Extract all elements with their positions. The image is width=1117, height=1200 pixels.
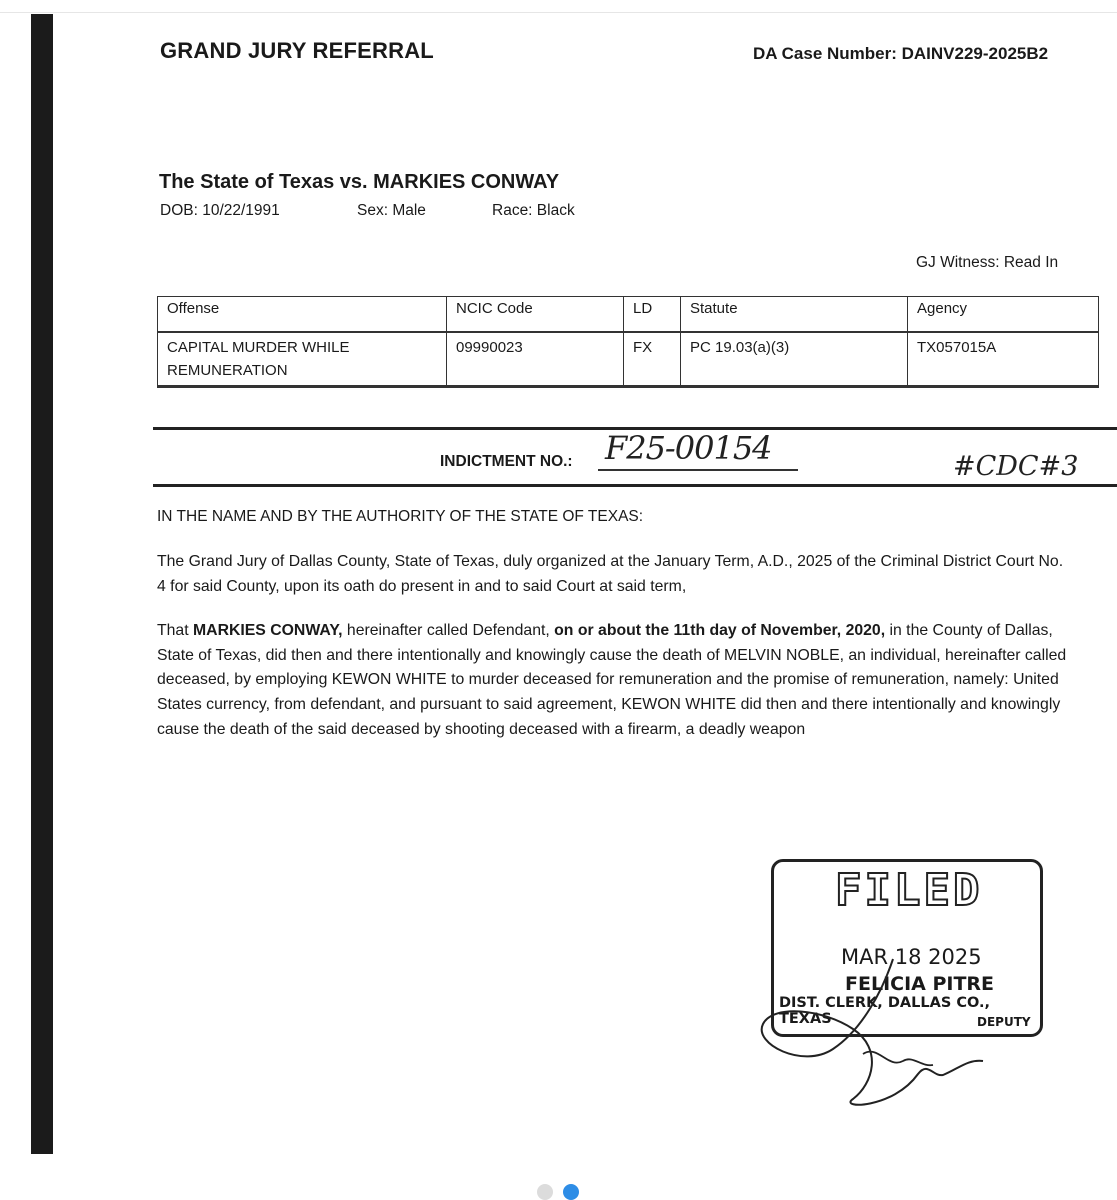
- scan-edge: [31, 14, 53, 1154]
- offense-line-2: REMUNERATION: [167, 362, 288, 379]
- cell-offense: [158, 332, 447, 387]
- stamp-clerk-name: FELICIA PITRE: [845, 973, 995, 995]
- cell-statute: PC 19.03(a)(3): [681, 332, 908, 387]
- col-offense: Offense: [158, 297, 447, 333]
- p2-that: That: [157, 622, 193, 639]
- p2-date: on or about the 11th day of November, 2020,: [554, 622, 886, 639]
- offense-line-1: CAPITAL MURDER WHILE: [167, 339, 350, 356]
- offense-table: [157, 296, 1099, 388]
- col-statute: Statute: [681, 297, 908, 333]
- authority-heading: IN THE NAME AND BY THE AUTHORITY OF THE STATE OF TEXAS:: [157, 508, 644, 525]
- indictment-number: F25-00154: [605, 429, 772, 467]
- cell-agency: TX057015A: [908, 332, 1099, 387]
- signature-scribble: [743, 949, 1003, 1119]
- indictment-label: INDICTMENT NO.:: [440, 453, 573, 470]
- stamp-date: MAR 18 2025: [841, 945, 982, 969]
- top-divider: [0, 12, 1117, 13]
- p2-rest: in the County of Dallas, State of Texas, did then and there intentionally and knowingly cause the death of MELVIN NOBLE, an individual, hereinafter called deceased, by employing KEWON WHITE to murder deceased for remuneration and the promise of remuneration, namely: United States currency, from defendant, and pursuant to said agreement, KEWON WHITE did then and there intentionally and knowingly cause the death of the said deceased by shooting deceased with a firearm, a deadly weapon: [157, 622, 1067, 738]
- col-ld: LD: [624, 297, 681, 333]
- document-title: GRAND JURY REFERRAL: [160, 38, 434, 63]
- case-number: DA Case Number: DAINV229-2025B2: [753, 44, 1049, 63]
- carousel-dot-1[interactable]: [537, 1184, 553, 1200]
- carousel-dot-2-active[interactable]: [563, 1184, 579, 1200]
- cell-ncic: 09990023: [447, 332, 624, 387]
- table-row: [158, 332, 1099, 387]
- col-agency: Agency: [908, 297, 1099, 333]
- defendant-race: Race: Black: [492, 202, 575, 219]
- table-header-row: [158, 297, 1099, 333]
- cell-ld: FX: [624, 332, 681, 387]
- stamp-clerk-title: DIST. CLERK, DALLAS CO., TEXAS: [779, 995, 990, 1027]
- court-note: #CDC#3: [953, 451, 1079, 482]
- paragraph-charge: [157, 619, 1072, 743]
- defendant-dob: DOB: 10/22/1991: [160, 202, 280, 219]
- case-caption: The State of Texas vs. MARKIES CONWAY: [159, 171, 560, 193]
- p2-mid: hereinafter called Defendant,: [342, 622, 555, 639]
- p2-defendant: MARKIES CONWAY,: [193, 622, 343, 639]
- defendant-sex: Sex: Male: [357, 202, 426, 219]
- gj-witness: GJ Witness: Read In: [916, 254, 1059, 271]
- document-page: [53, 14, 1117, 1154]
- indictment-underline: [598, 469, 798, 471]
- paragraph-grand-jury: The Grand Jury of Dallas County, State of Texas, duly organized at the January Term, A.D., 2025 of the Criminal District Court No. 4 for said County, upon its oath do present in and to said Court at said term,: [157, 553, 1064, 595]
- rule-bottom: [153, 484, 1117, 487]
- stamp-deputy: DEPUTY: [977, 1015, 1031, 1029]
- col-ncic: NCIC Code: [447, 297, 624, 333]
- stamp-filed: FILED: [835, 865, 983, 916]
